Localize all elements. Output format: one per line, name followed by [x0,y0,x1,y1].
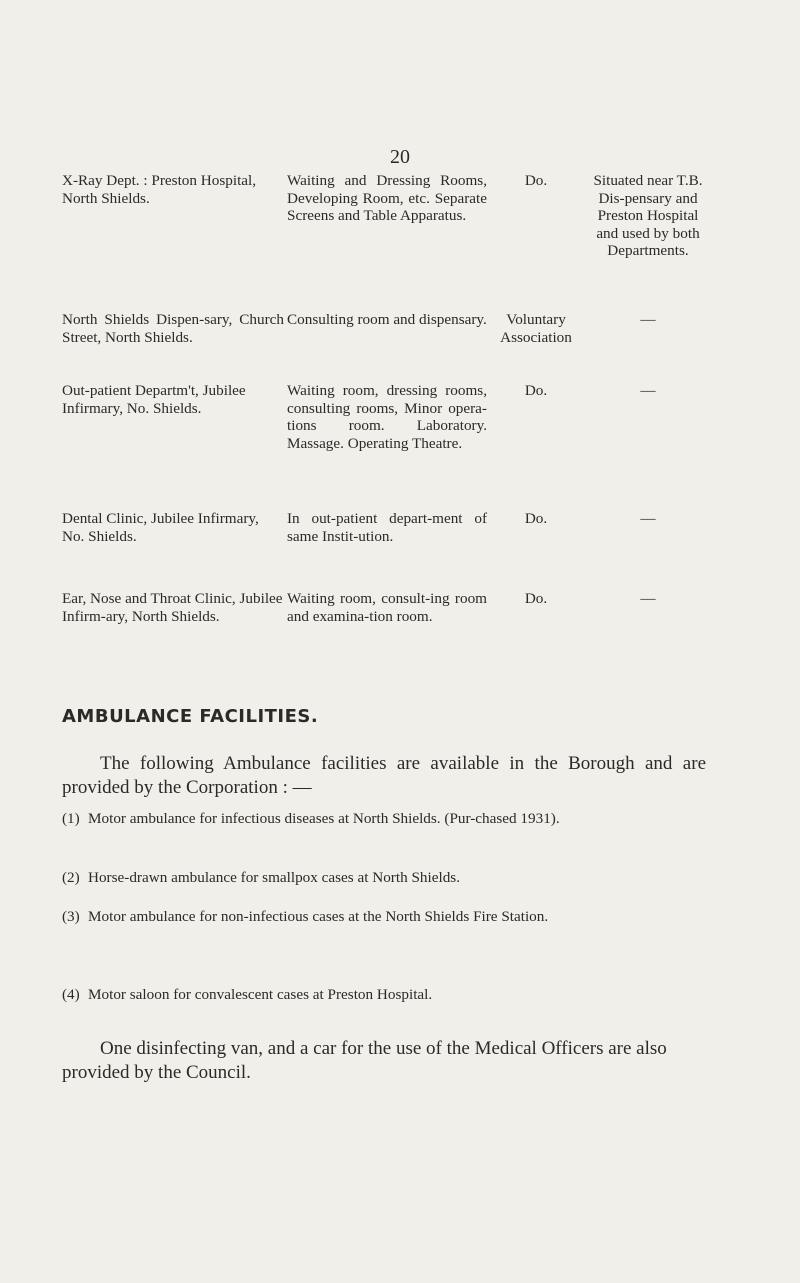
location-cell: Ear, Nose and Throat Clinic, Jubilee Infirm-ary, North Shields. [62,590,283,625]
provided-by-cell: Do. [524,382,548,399]
closing-text: One disinfecting van, and a car for the use of the Medical Officers are also provided by the Council. [62,1038,667,1083]
intro-paragraph [62,752,706,800]
description-cell: Waiting and Dressing Rooms, Developing Room, etc. Separate Screens and Table Apparatus. [287,172,487,224]
list-item [62,810,706,828]
intro-text: The following Ambulance facilities are available in the Borough and are provided by the Corporation : — [62,753,706,798]
list-item [62,908,706,926]
section-heading: AMBULANCE FACILITIES. [62,706,319,727]
remarks-cell: — [640,311,656,328]
location-cell: Dental Clinic, Jubilee Infirmary, No. Shields. [62,510,259,545]
provided-by-cell: Do. [524,590,548,607]
list-item-number: (4) [62,986,80,1003]
description-cell: In out-patient depart-ment of same Instit-ution. [287,510,487,545]
location-cell: Out-patient Departm't, Jubilee Infirmary, No. Shields. [62,382,246,417]
description-cell: Waiting room, consult-ing room and examina-tion room. [287,590,487,625]
provided-by-cell: Voluntary Association [500,311,572,346]
remarks-cell: — [640,590,656,607]
description-cell: Waiting room, dressing rooms, consulting rooms, Minor opera-tions room. Laboratory. Massage. Operating Theatre. [287,382,487,452]
list-item-number: (2) [62,869,80,886]
location-cell: North Shields Dispen-sary, Church Street, North Shields. [62,311,284,346]
list-item-text: Motor ambulance for infectious diseases at North Shields. (Pur-chased 1931). [88,810,560,827]
provided-by-cell: Do. [524,172,548,189]
list-item [62,869,706,887]
closing-paragraph [62,1037,706,1085]
list-item-text: Motor saloon for convalescent cases at Preston Hospital. [88,986,433,1003]
list-item-number: (3) [62,908,80,925]
list-item-text: Motor ambulance for non-infectious cases at the North Shields Fire Station. [88,908,549,925]
description-cell: Consulting room and dispensary. [287,311,487,328]
remarks-cell: Situated near T.B. Dis-pensary and Preston Hospital and used by both Departments. [593,172,703,259]
page-number: 20 [390,146,410,168]
remarks-cell: — [640,382,656,399]
list-item-text: Horse-drawn ambulance for smallpox cases at North Shields. [88,869,460,886]
list-item [62,986,706,1004]
remarks-cell: — [640,510,656,527]
location-cell: X-Ray Dept. : Preston Hospital, North Shields. [62,172,257,207]
provided-by-cell: Do. [524,510,548,527]
list-item-number: (1) [62,810,80,827]
